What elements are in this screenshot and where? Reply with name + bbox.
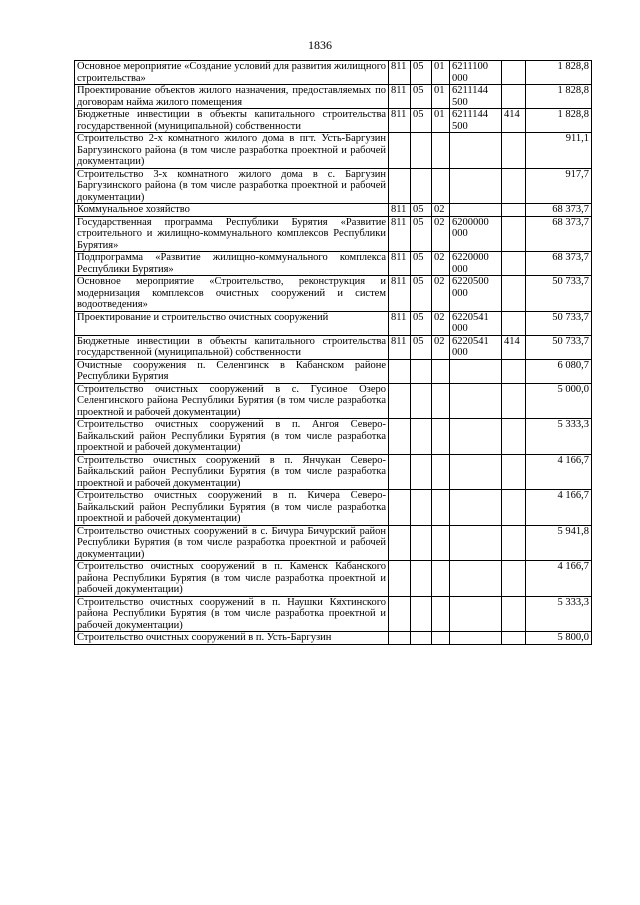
target-article-cell [450, 490, 502, 526]
section-code-cell: 05 [411, 61, 432, 85]
ministry-code-cell: 811 [389, 61, 411, 85]
target-article-cell [450, 561, 502, 597]
ministry-code-cell: 811 [389, 85, 411, 109]
ministry-code-cell [389, 490, 411, 526]
item-name-cell: Строительство очистных сооружений в п. Ангоя Северо-Байкальский район Республики Бурятия (в том числе разработка проектной и рабочей документации) [75, 419, 389, 455]
table-row [75, 311, 592, 335]
section-code-cell [411, 561, 432, 597]
amount-cell: 4 166,7 [526, 490, 592, 526]
section-code-cell: 05 [411, 252, 432, 276]
subsection-code-cell: 02 [432, 276, 450, 312]
amount-cell: 911,1 [526, 133, 592, 169]
ministry-code-cell [389, 359, 411, 383]
table-row [75, 168, 592, 204]
section-code-cell [411, 454, 432, 490]
target-article-cell: 6211100 000 [450, 61, 502, 85]
table-row [75, 419, 592, 455]
target-article-cell [450, 359, 502, 383]
amount-cell: 5 333,3 [526, 419, 592, 455]
expense-type-cell [502, 252, 526, 276]
table-row [75, 632, 592, 645]
section-code-cell [411, 359, 432, 383]
expense-type-cell [502, 359, 526, 383]
item-name-cell: Строительство очистных сооружений в п. Наушки Кяхтинского района Республики Бурятия (в том числе разработка проектной и рабочей документации) [75, 596, 389, 632]
target-article-cell [450, 525, 502, 561]
item-name-cell: Бюджетные инвестиции в объекты капитального строительства государственной (муниципальной) собственности [75, 335, 389, 359]
amount-cell: 1 828,8 [526, 61, 592, 85]
amount-cell: 1 828,8 [526, 85, 592, 109]
section-code-cell: 05 [411, 204, 432, 217]
section-code-cell [411, 419, 432, 455]
subsection-code-cell [432, 168, 450, 204]
ministry-code-cell [389, 383, 411, 419]
subsection-code-cell [432, 525, 450, 561]
item-name-cell: Проектирование и строительство очистных сооружений [75, 311, 389, 335]
amount-cell: 50 733,7 [526, 335, 592, 359]
expense-type-cell [502, 419, 526, 455]
expense-type-cell: 414 [502, 335, 526, 359]
ministry-code-cell [389, 454, 411, 490]
table-row [75, 61, 592, 85]
amount-cell: 5 333,3 [526, 596, 592, 632]
subsection-code-cell: 01 [432, 61, 450, 85]
item-name-cell: Очистные сооружения п. Селенгинск в Кабанском районе Республики Бурятия [75, 359, 389, 383]
amount-cell: 5 000,0 [526, 383, 592, 419]
expense-type-cell [502, 276, 526, 312]
section-code-cell [411, 383, 432, 419]
expense-type-cell [502, 383, 526, 419]
table-row [75, 85, 592, 109]
subsection-code-cell [432, 632, 450, 645]
ministry-code-cell [389, 525, 411, 561]
item-name-cell: Строительство очистных сооружений в с. Гусиное Озеро Селенгинского района Республики Бурятия (в том числе разработка проектной и рабочей документации) [75, 383, 389, 419]
item-name-cell: Строительство очистных сооружений в п. Янчукан Северо-Байкальский район Республики Бурятия (в том числе разработка проектной и рабочей документации) [75, 454, 389, 490]
ministry-code-cell [389, 561, 411, 597]
ministry-code-cell: 811 [389, 276, 411, 312]
item-name-cell: Основное мероприятие «Строительство, реконструкция и модернизация комплексов очистных сооружений и систем водоотведения» [75, 276, 389, 312]
amount-cell: 68 373,7 [526, 216, 592, 252]
section-code-cell: 05 [411, 216, 432, 252]
target-article-cell [450, 383, 502, 419]
amount-cell: 68 373,7 [526, 252, 592, 276]
table-row [75, 335, 592, 359]
expense-type-cell [502, 133, 526, 169]
subsection-code-cell [432, 419, 450, 455]
target-article-cell [450, 204, 502, 217]
item-name-cell: Бюджетные инвестиции в объекты капитального строительства государственной (муниципальной) собственности [75, 109, 389, 133]
expense-type-cell [502, 61, 526, 85]
expense-type-cell [502, 525, 526, 561]
target-article-cell [450, 632, 502, 645]
table-row [75, 596, 592, 632]
table-row [75, 454, 592, 490]
amount-cell: 50 733,7 [526, 311, 592, 335]
table-row [75, 276, 592, 312]
amount-cell: 5 941,8 [526, 525, 592, 561]
target-article-cell: 6211144 500 [450, 109, 502, 133]
ministry-code-cell [389, 596, 411, 632]
expense-type-cell [502, 204, 526, 217]
item-name-cell: Коммунальное хозяйство [75, 204, 389, 217]
item-name-cell: Строительство очистных сооружений в п. Усть-Баргузин [75, 632, 389, 645]
subsection-code-cell: 01 [432, 109, 450, 133]
subsection-code-cell: 02 [432, 204, 450, 217]
table-row [75, 216, 592, 252]
budget-table [74, 60, 592, 645]
table-row [75, 204, 592, 217]
subsection-code-cell [432, 133, 450, 169]
table-row [75, 383, 592, 419]
amount-cell: 5 800,0 [526, 632, 592, 645]
ministry-code-cell: 811 [389, 216, 411, 252]
subsection-code-cell: 02 [432, 311, 450, 335]
subsection-code-cell [432, 383, 450, 419]
expense-type-cell [502, 85, 526, 109]
amount-cell: 1 828,8 [526, 109, 592, 133]
ministry-code-cell: 811 [389, 252, 411, 276]
expense-type-cell [502, 168, 526, 204]
target-article-cell [450, 168, 502, 204]
target-article-cell [450, 454, 502, 490]
table-row [75, 133, 592, 169]
ministry-code-cell: 811 [389, 311, 411, 335]
subsection-code-cell [432, 596, 450, 632]
expense-type-cell [502, 490, 526, 526]
section-code-cell: 05 [411, 109, 432, 133]
section-code-cell: 05 [411, 85, 432, 109]
expense-type-cell: 414 [502, 109, 526, 133]
section-code-cell: 05 [411, 276, 432, 312]
amount-cell: 6 080,7 [526, 359, 592, 383]
page-number: 1836 [308, 38, 332, 52]
expense-type-cell [502, 596, 526, 632]
ministry-code-cell [389, 168, 411, 204]
subsection-code-cell [432, 454, 450, 490]
item-name-cell: Строительство очистных сооружений в с. Бичура Бичурский район Республики Бурятия (в том числе разработка проектной и рабочей документации) [75, 525, 389, 561]
item-name-cell: Строительство очистных сооружений в п. Каменск Кабанского района Республики Бурятия (в том числе разработка проектной и рабочей документации) [75, 561, 389, 597]
target-article-cell [450, 419, 502, 455]
subsection-code-cell: 01 [432, 85, 450, 109]
section-code-cell [411, 632, 432, 645]
section-code-cell [411, 596, 432, 632]
table-row [75, 109, 592, 133]
table-row [75, 525, 592, 561]
ministry-code-cell: 811 [389, 204, 411, 217]
section-code-cell [411, 525, 432, 561]
section-code-cell: 05 [411, 335, 432, 359]
expense-type-cell [502, 216, 526, 252]
ministry-code-cell [389, 632, 411, 645]
target-article-cell: 6220500 000 [450, 276, 502, 312]
subsection-code-cell [432, 490, 450, 526]
amount-cell: 4 166,7 [526, 454, 592, 490]
section-code-cell [411, 490, 432, 526]
subsection-code-cell: 02 [432, 335, 450, 359]
target-article-cell [450, 596, 502, 632]
item-name-cell: Строительство 2-х комнатного жилого дома в пгт. Усть-Баргузин Баргузинского района (в том числе разработка проектной и рабочей документации) [75, 133, 389, 169]
ministry-code-cell [389, 419, 411, 455]
target-article-cell [450, 133, 502, 169]
subsection-code-cell [432, 561, 450, 597]
ministry-code-cell [389, 133, 411, 169]
expense-type-cell [502, 311, 526, 335]
expense-type-cell [502, 632, 526, 645]
target-article-cell: 6200000 000 [450, 216, 502, 252]
table-row [75, 252, 592, 276]
item-name-cell: Строительство 3-х комнатного жилого дома в с. Баргузин Баргузинского района (в том числе разработка проектной и рабочей документации) [75, 168, 389, 204]
section-code-cell: 05 [411, 311, 432, 335]
amount-cell: 68 373,7 [526, 204, 592, 217]
section-code-cell [411, 168, 432, 204]
expense-type-cell [502, 561, 526, 597]
subsection-code-cell: 02 [432, 252, 450, 276]
table-row [75, 561, 592, 597]
subsection-code-cell: 02 [432, 216, 450, 252]
target-article-cell: 6211144 500 [450, 85, 502, 109]
amount-cell: 4 166,7 [526, 561, 592, 597]
budget-table-body [75, 61, 592, 645]
target-article-cell: 6220541 000 [450, 311, 502, 335]
subsection-code-cell [432, 359, 450, 383]
ministry-code-cell: 811 [389, 335, 411, 359]
table-row [75, 359, 592, 383]
amount-cell: 50 733,7 [526, 276, 592, 312]
amount-cell: 917,7 [526, 168, 592, 204]
table-row [75, 490, 592, 526]
target-article-cell: 6220000 000 [450, 252, 502, 276]
target-article-cell: 6220541 000 [450, 335, 502, 359]
item-name-cell: Проектирование объектов жилого назначения, предоставляемых по договорам найма жилого помещения [75, 85, 389, 109]
item-name-cell: Строительство очистных сооружений в п. Кичера Северо-Байкальский район Республики Бурятия (в том числе разработка проектной и рабочей документации) [75, 490, 389, 526]
item-name-cell: Государственная программа Республики Бурятия «Развитие строительного и жилищно-коммунального комплексов Республики Бурятия» [75, 216, 389, 252]
ministry-code-cell: 811 [389, 109, 411, 133]
item-name-cell: Подпрограмма «Развитие жилищно-коммунального комплекса Республики Бурятия» [75, 252, 389, 276]
item-name-cell: Основное мероприятие «Создание условий для развития жилищного строительства» [75, 61, 389, 85]
section-code-cell [411, 133, 432, 169]
expense-type-cell [502, 454, 526, 490]
